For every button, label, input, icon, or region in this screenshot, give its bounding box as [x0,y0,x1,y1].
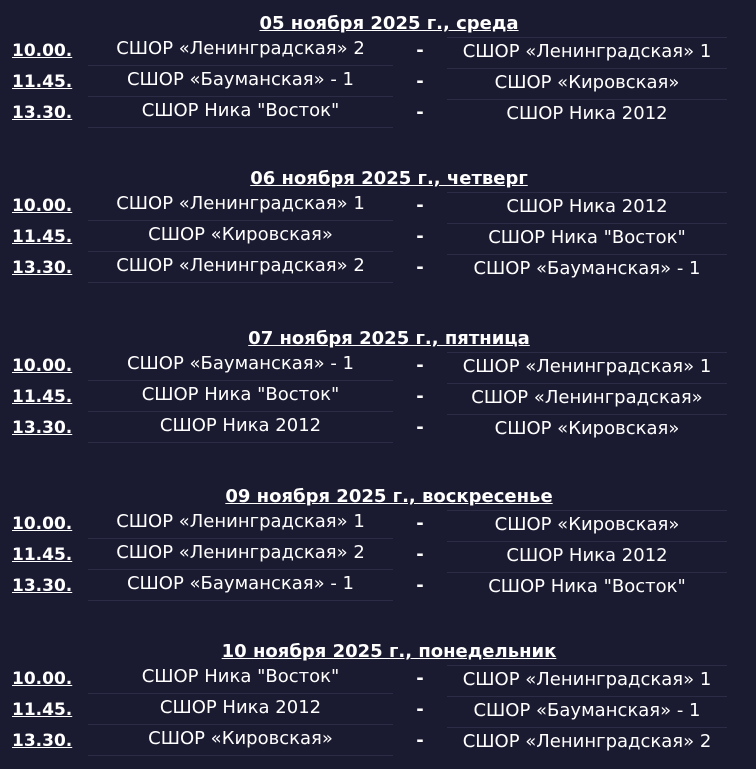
day-title: 05 ноября 2025 г., среда [259,13,519,34]
versus-dash: - [416,257,424,278]
versus-dash: - [416,40,424,61]
match-time: 10.00. [12,356,73,376]
away-team: СШОР Ника "Восток" [447,572,727,603]
match-time: 13.30. [12,418,73,438]
day-title: 06 ноября 2025 г., четверг [250,168,528,189]
match-row [0,254,756,285]
home-team: СШОР Ника "Восток" [88,663,393,694]
home-team: СШОР Ника 2012 [88,694,393,725]
match-time: 11.45. [12,227,73,247]
match-row [0,99,756,130]
match-time: 13.30. [12,103,73,123]
day-block [0,326,756,445]
versus-dash: - [416,226,424,247]
home-team: СШОР «Бауманская» - 1 [88,570,393,601]
match-row [0,510,756,541]
versus-dash: - [416,417,424,438]
home-team: СШОР «Ленинградская» 2 [88,35,393,66]
home-team: СШОР «Бауманская» - 1 [88,66,393,97]
match-time: 10.00. [12,669,73,689]
day-title: 09 ноября 2025 г., воскресенье [225,486,553,507]
away-team: СШОР «Кировская» [447,68,727,99]
away-team: СШОР «Бауманская» - 1 [447,696,727,727]
away-team: СШОР «Ленинградская» 1 [447,665,727,696]
away-team: СШОР «Ленинградская» 2 [447,727,727,758]
versus-dash: - [416,575,424,596]
match-row [0,383,756,414]
match-row [0,541,756,572]
match-row [0,572,756,603]
match-row [0,665,756,696]
home-team: СШОР «Ленинградская» 2 [88,539,393,570]
match-time: 13.30. [12,576,73,596]
day-block [0,484,756,603]
away-team: СШОР «Ленинградская» [447,383,727,414]
versus-dash: - [416,195,424,216]
away-team: СШОР «Ленинградская» 1 [447,352,727,383]
match-time: 13.30. [12,731,73,751]
versus-dash: - [416,355,424,376]
match-time: 10.00. [12,514,73,534]
home-team: СШОР Ника "Восток" [88,381,393,412]
day-block [0,166,756,285]
versus-dash: - [416,730,424,751]
match-time: 11.45. [12,387,73,407]
versus-dash: - [416,544,424,565]
versus-dash: - [416,699,424,720]
match-row [0,223,756,254]
match-row [0,192,756,223]
away-team: СШОР «Кировская» [447,414,727,445]
away-team: СШОР «Кировская» [447,510,727,541]
day-title: 10 ноября 2025 г., понедельник [221,641,557,662]
away-team: СШОР «Бауманская» - 1 [447,254,727,285]
versus-dash: - [416,386,424,407]
match-row [0,37,756,68]
match-row [0,414,756,445]
versus-dash: - [416,513,424,534]
home-team: СШОР «Кировская» [88,221,393,252]
home-team: СШОР «Ленинградская» 1 [88,508,393,539]
match-row [0,696,756,727]
match-time: 10.00. [12,196,73,216]
versus-dash: - [416,71,424,92]
match-time: 11.45. [12,545,73,565]
home-team: СШОР «Ленинградская» 1 [88,190,393,221]
away-team: СШОР Ника 2012 [447,192,727,223]
home-team: СШОР «Бауманская» - 1 [88,350,393,381]
away-team: СШОР «Ленинградская» 1 [447,37,727,68]
away-team: СШОР Ника "Восток" [447,223,727,254]
match-row [0,68,756,99]
match-row [0,352,756,383]
home-team: СШОР Ника "Восток" [88,97,393,128]
match-time: 13.30. [12,258,73,278]
away-team: СШОР Ника 2012 [447,99,727,130]
day-title: 07 ноября 2025 г., пятница [248,328,530,349]
versus-dash: - [416,668,424,689]
match-row [0,727,756,758]
versus-dash: - [416,102,424,123]
away-team: СШОР Ника 2012 [447,541,727,572]
match-time: 11.45. [12,700,73,720]
day-block [0,639,756,758]
home-team: СШОР «Ленинградская» 2 [88,252,393,283]
home-team: СШОР «Кировская» [88,725,393,756]
day-block [0,11,756,130]
home-team: СШОР Ника 2012 [88,412,393,443]
match-time: 11.45. [12,72,73,92]
match-time: 10.00. [12,41,73,61]
